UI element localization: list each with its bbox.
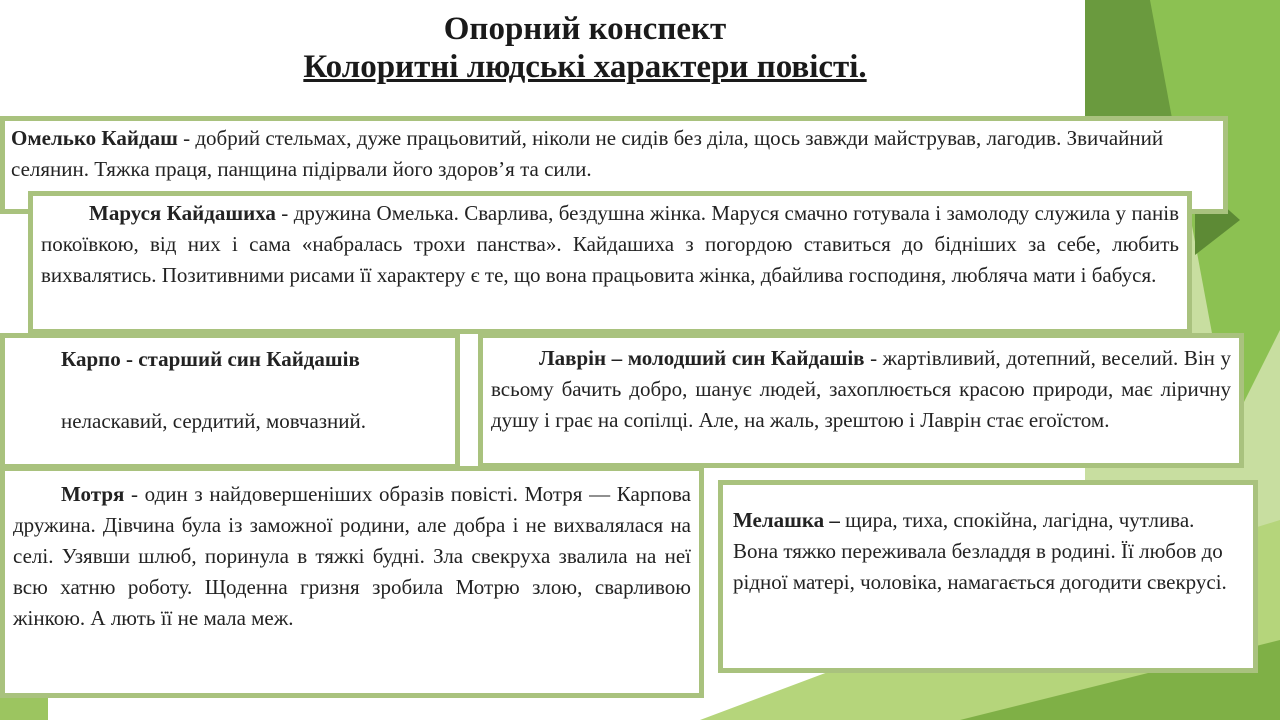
motria-name: Мотря xyxy=(61,482,125,506)
karpo-name-rest: - старший син Кайдашів xyxy=(120,347,360,371)
box-melashka xyxy=(718,480,1258,673)
karpo-heading xyxy=(61,344,447,375)
box-marusia xyxy=(28,191,1192,334)
omelko-text: - добрий стельмах, дуже працьовитий, ніколи не сидів без діла, щось завжди майстрував, лагодив. Звичайний селянин. Тяжка праця, панщина підірвали його здоров’я та сили. xyxy=(11,126,1164,181)
lavrin-name: Лаврін – молодший син Кайдашів xyxy=(539,346,865,370)
title-line-2: Колоритні людські характери повісті. xyxy=(303,49,867,85)
marusia-name: Маруся Кайдашиха xyxy=(89,201,276,225)
karpo-text: неласкавий, сердитий, мовчазний. xyxy=(61,409,367,433)
box-lavrin xyxy=(478,333,1244,468)
title-line-1: Опорний конспект xyxy=(443,11,727,47)
melashka-text: щира, тиха, спокійна, лагідна, чутлива. Вона тяжко переживала безладдя в родині. Її любов до рідної матері, чоловіка, намагається догодити свекрусі. xyxy=(733,508,1227,594)
box-karpo xyxy=(0,333,460,469)
motria-text: - один з найдовершеніших образів повісті. Мотря — Карпова дружина. Дівчина була із заможної родини, але добра і не вихвалялася на селі. Узявши шлюб, поринула в тяжкі будні. Зла свекруха звалила на неї всю хатню роботу. Щоденна гризня зробила Мотрю злою, сварливою жінкою. А лють її не мала меж. xyxy=(13,482,691,630)
omelko-name: Омелько Кайдаш xyxy=(11,126,178,150)
slide-title xyxy=(0,10,1170,86)
box-motria xyxy=(0,466,704,698)
karpo-name: Карпо xyxy=(61,347,121,371)
marusia-text: - дружина Омелька. Сварлива, бездушна жінка. Маруся смачно готувала і замолоду служила у панів покоївкою, від них і сама «набралась трохи панства». Кайдашиха з погордою ставиться до бідніших за себе, любить вихвалятись. Позитивними рисами її характеру є те, що вона працьовита жінка, дбайлива господиня, любляча мати і бабуся. xyxy=(41,201,1179,287)
lavrin-text: - жартівливий, дотепний, веселий. Він у всьому бачить добро, шанує людей, захоплюється красою природи, має ліричну душу і грає на сопілці. Але, на жаль, зрештою і Лаврін стає егоїстом. xyxy=(491,346,1231,432)
melashka-name: Мелашка – xyxy=(733,508,840,532)
